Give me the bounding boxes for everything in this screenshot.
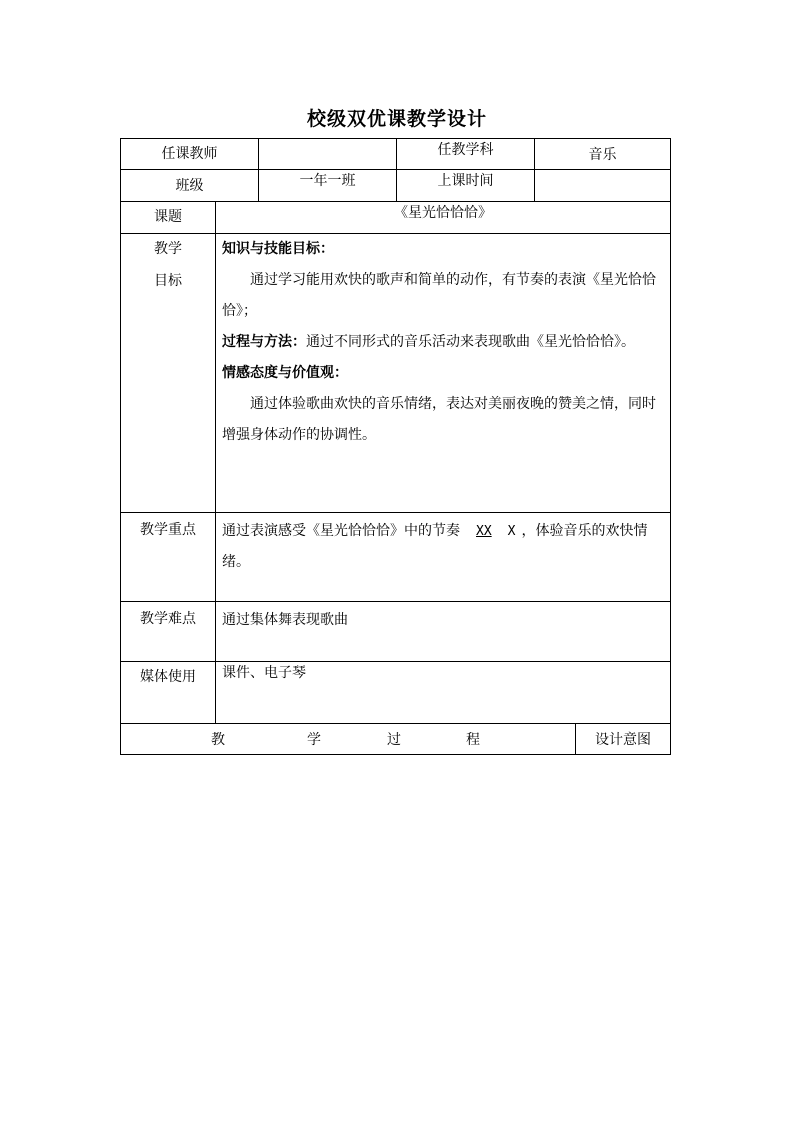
rhythm-x: X [507,524,516,539]
teacher-label: 任课教师 [161,146,218,162]
row-divider-6 [120,661,671,662]
topic-label: 课题 [154,209,182,225]
class-value: 一年一班 [299,173,356,189]
rhythm-xx: XX [476,524,492,539]
subject-value: 音乐 [588,147,617,163]
difficulty-text: 通过集体舞表现歌曲 [222,612,348,628]
key-point-text-before: 通过表演感受《星光恰恰恰》中的节奏 [222,523,460,539]
objectives-label-line1: 教学 [154,241,182,257]
emotion-heading: 情感态度与价值观： [222,365,348,381]
subject-label: 任教学科 [437,142,494,158]
col-divider-header-1 [258,138,259,202]
row-divider-7 [120,723,671,724]
design-intent-label: 设计意图 [595,732,651,748]
objectives-label-line2: 目标 [154,273,182,289]
knowledge-heading: 知识与技能目标： [222,241,334,257]
difficulty-label: 教学难点 [140,611,196,627]
key-point-content [222,516,668,578]
process-char-4: 程 [466,732,480,748]
time-label: 上课时间 [437,173,494,189]
row-divider-4 [120,512,671,513]
knowledge-text: 通过学习能用欢快的歌声和简单的动作，有节奏的表演《星光恰恰恰》； [222,272,656,319]
key-point-text-after: ，体验音乐的欢快情绪。 [222,523,648,570]
process-char-1: 教 [211,732,225,748]
table-border-right [670,138,671,755]
class-label: 班级 [175,178,204,194]
process-paragraph [222,327,668,358]
key-point-label: 教学重点 [140,522,196,538]
objectives-content [222,234,668,451]
table-border-bottom [120,754,671,755]
media-text: 课件、电子琴 [222,665,306,681]
process-heading: 过程与方法： [222,334,306,350]
emotion-text: 通过体验歌曲欢快的音乐情绪，表达对美丽夜晚的赞美之情，同时增强身体动作的协调性。 [222,396,656,443]
process-char-2: 学 [307,732,321,748]
process-char-3: 过 [387,732,401,748]
media-label: 媒体使用 [140,669,196,685]
page-title: 校级双优课教学设计 [306,108,487,130]
topic-value: 《星光恰恰恰》 [394,205,492,221]
row-divider-5 [120,601,671,602]
table-border-left [120,138,121,755]
col-divider-label [215,201,216,724]
process-text: 通过不同形式的音乐活动来表现歌曲《星光恰恰恰》。 [306,334,635,350]
